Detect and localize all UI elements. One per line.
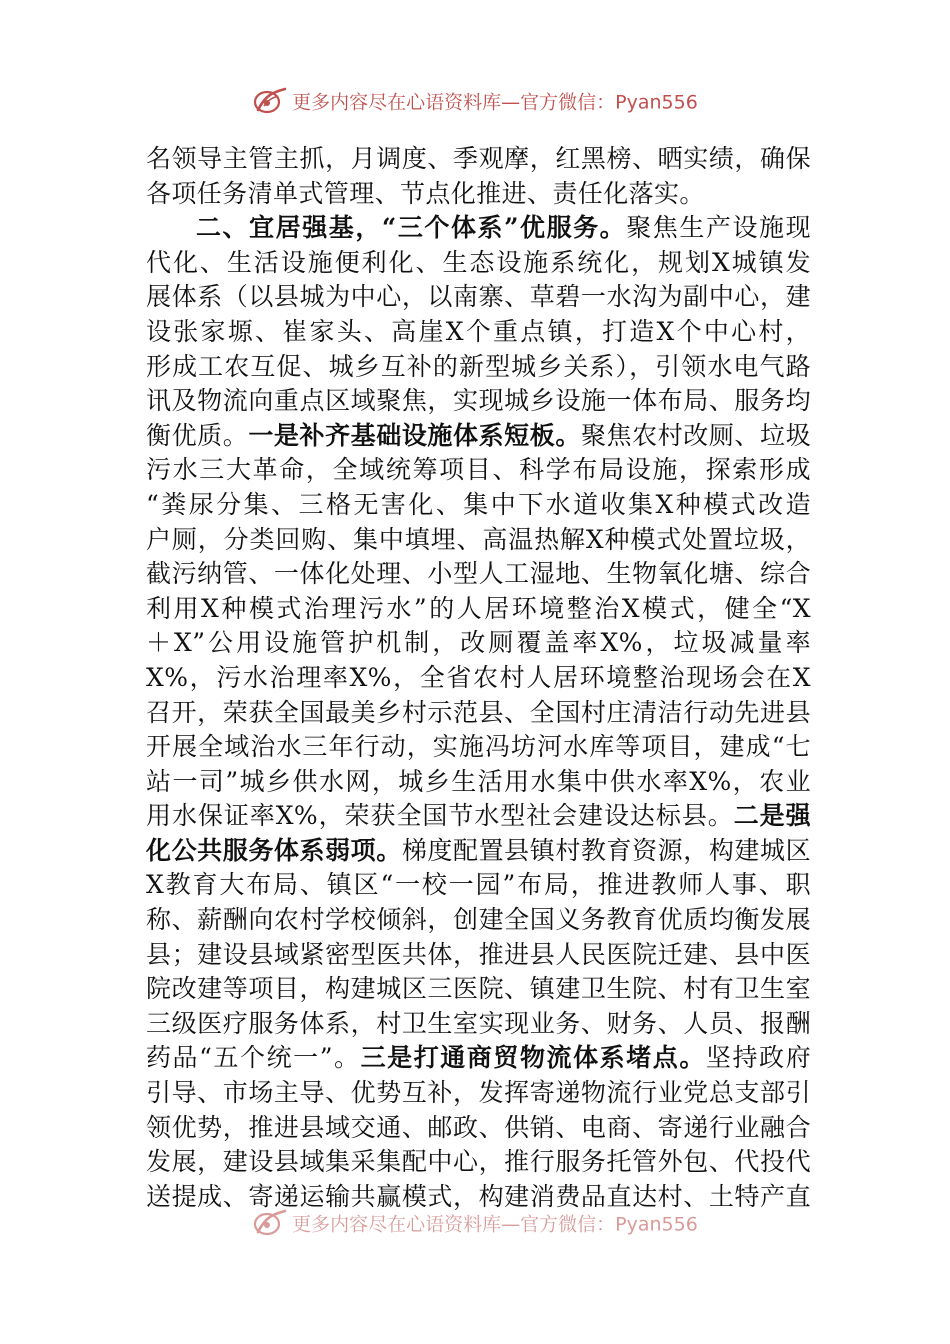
text-line: 展体系（以县城为中心，以南寨、草碧一水沟为副中心，建 (146, 282, 811, 312)
brush-logo-icon (252, 86, 288, 116)
text-line: 引导、市场主导、优势互补，发挥寄递物流行业党总支部引 (146, 1078, 811, 1108)
text-line: 站一司”城乡供水网，城乡生活用水集中供水率X%，农业 (146, 766, 811, 796)
text-line: 送提成、寄递运输共赢模式，构建消费品直达村、土特产直 (146, 1181, 811, 1211)
section-heading: 二、宜居强基，“三个体系”优服务。 (196, 213, 627, 243)
text-line: 化公共服务体系弱项。梯度配置县镇村教育资源，构建城区 (146, 835, 811, 865)
text-line: 各项任务清单式管理、节点化推进、责任化落实。 (146, 178, 705, 208)
section-heading-line: 二、宜居强基，“三个体系”优服务。聚焦生产设施现 (196, 213, 811, 243)
watermark-text: 更多内容尽在心语资料库—官方微信：Pyan556 (292, 1213, 698, 1236)
text-line: 开展全域治水三年行动，实施冯坊河水库等项目，建成“七 (146, 732, 811, 762)
text-line: 污水三大革命，全域统筹项目、科学布局设施，探索形成 (146, 455, 811, 485)
text-line: 名领导主管主抓，月调度、季观摩，红黑榜、晒实绩，确保 (146, 144, 811, 173)
subheading-2-part1: 二是强 (733, 801, 811, 831)
subheading-3: 三是打通商贸物流体系堵点。 (360, 1043, 706, 1073)
text-line: ＋X”公用设施管护机制，改厕覆盖率X%，垃圾减量率 (146, 628, 811, 658)
watermark-header (0, 86, 950, 116)
text-line: 县；建设县域紧密型医共体，推进县人民医院迁建、县中医 (146, 939, 811, 969)
text-line: “粪尿分集、三格无害化、集中下水道收集X种模式改造 (146, 489, 811, 519)
brush-logo-icon (252, 1208, 288, 1238)
text-line: 讯及物流向重点区域聚焦，实现城乡设施一体布局、服务均 (146, 386, 811, 416)
text-line: 召开，荣获全国最美乡村示范县、全国村庄清洁行动先进县 (146, 697, 811, 727)
subheading-2-part2: 化公共服务体系弱项。 (146, 835, 402, 865)
subheading-1: 一是补齐基础设施体系短板。 (248, 420, 581, 450)
text-line: 三级医疗服务体系，村卫生室实现业务、财务、人员、报酬 (146, 1008, 811, 1038)
document-body (146, 142, 811, 1214)
text-line: 形成工农互促、城乡互补的新型城乡关系），引领水电气路 (146, 351, 811, 381)
text-line: 领优势，推进县域交通、邮政、供销、电商、寄递行业融合 (146, 1112, 811, 1142)
text-line: X教育大布局、镇区“一校一园”布局，推进教师人事、职 (146, 870, 811, 900)
text-line: 截污纳管、一体化处理、小型人工湿地、生物氧化塘、综合 (146, 559, 811, 589)
text-line: 户厕，分类回购、集中填埋、高温热解X种模式处置垃圾， (146, 524, 811, 554)
text-line: 设张家塬、崔家头、高崖X个重点镇，打造X个中心村， (146, 316, 811, 346)
text-line: 药品“五个统一”。三是打通商贸物流体系堵点。坚持政府 (146, 1043, 811, 1073)
text-line: 代化、生活设施便利化、生态设施系统化，规划X城镇发 (146, 247, 811, 277)
text-line: 称、薪酬向农村学校倾斜，创建全国义务教育优质均衡发展 (146, 905, 811, 935)
text-line: 院改建等项目，构建城区三医院、镇建卫生院、村有卫生室 (146, 974, 811, 1004)
text-line: 利用X种模式治理污水”的人居环境整治X模式，健全“X (146, 593, 811, 623)
watermark-footer (0, 1208, 950, 1238)
watermark-text: 更多内容尽在心语资料库—官方微信：Pyan556 (292, 91, 698, 114)
text-line: 衡优质。一是补齐基础设施体系短板。聚焦农村改厕、垃圾 (146, 420, 812, 450)
text-line: 用水保证率X%，荣获全国节水型社会建设达标县。二是强 (146, 801, 811, 831)
text-line: X%，污水治理率X%，全省农村人居环境整治现场会在X (146, 662, 811, 692)
text-line: 发展，建设县域集采集配中心，推行服务托管外包、代投代 (146, 1147, 811, 1177)
